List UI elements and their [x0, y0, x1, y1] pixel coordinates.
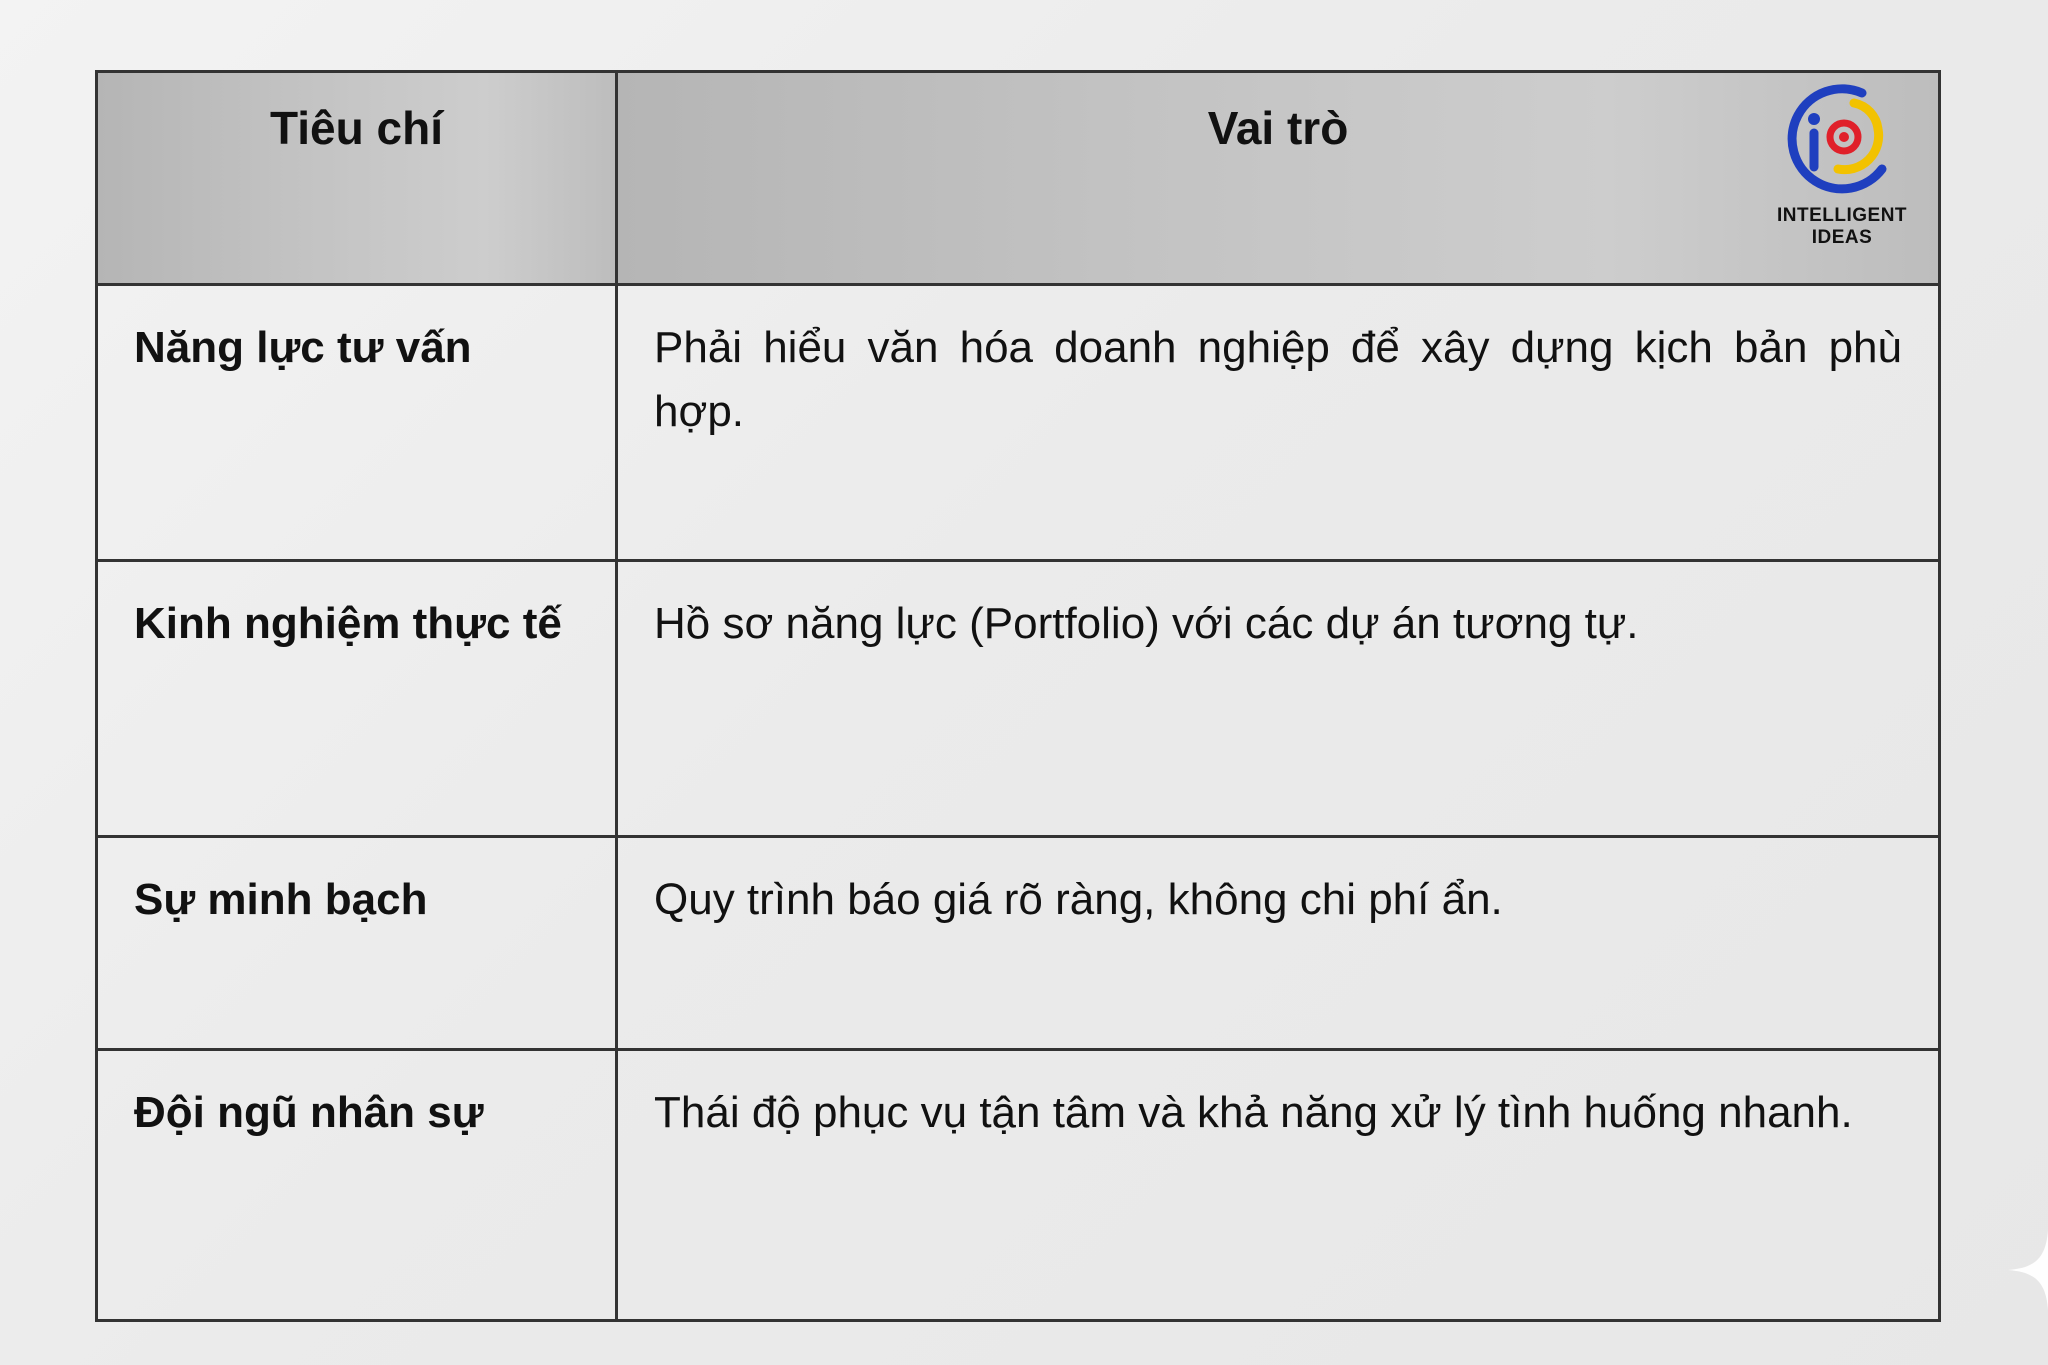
table-row-criteria: [98, 1051, 618, 1319]
criteria-table: [95, 70, 1941, 1322]
criteria-text: Đội ngũ nhân sự: [134, 1088, 484, 1137]
header-role-cell: [618, 73, 1938, 286]
header-criteria-label: Tiêu chí: [270, 102, 443, 154]
table-row-criteria: [98, 286, 618, 562]
intelligent-ideas-logo-icon: [1782, 81, 1902, 197]
table-row-criteria: [98, 562, 618, 838]
table-row-role: [618, 1051, 1938, 1319]
company-logo: [1752, 81, 1932, 248]
table-row-criteria: [98, 838, 618, 1051]
sparkle-icon: [1988, 1225, 2048, 1315]
criteria-text: Năng lực tư vấn: [134, 323, 472, 372]
logo-wordmark: INTELLIGENT IDEAS: [1776, 205, 1908, 248]
header-role-label: Vai trò: [1207, 102, 1349, 154]
table-row-role: [618, 838, 1938, 1051]
role-text: Hồ sơ năng lực (Portfolio) với các dự án tương tự.: [654, 599, 1639, 648]
role-text: Thái độ phục vụ tận tâm và khả năng xử lý tình huống nhanh.: [654, 1088, 1853, 1137]
criteria-text: Kinh nghiệm thực tế: [134, 599, 562, 648]
role-text: Quy trình báo giá rõ ràng, không chi phí ẩn.: [654, 875, 1503, 924]
role-text: Phải hiểu văn hóa doanh nghiệp để xây dựng kịch bản phù hợp.: [654, 323, 1902, 436]
header-criteria-cell: [98, 73, 618, 286]
table-row-role: [618, 562, 1938, 838]
table-row-role: [618, 286, 1938, 562]
criteria-text: Sự minh bạch: [134, 875, 428, 924]
